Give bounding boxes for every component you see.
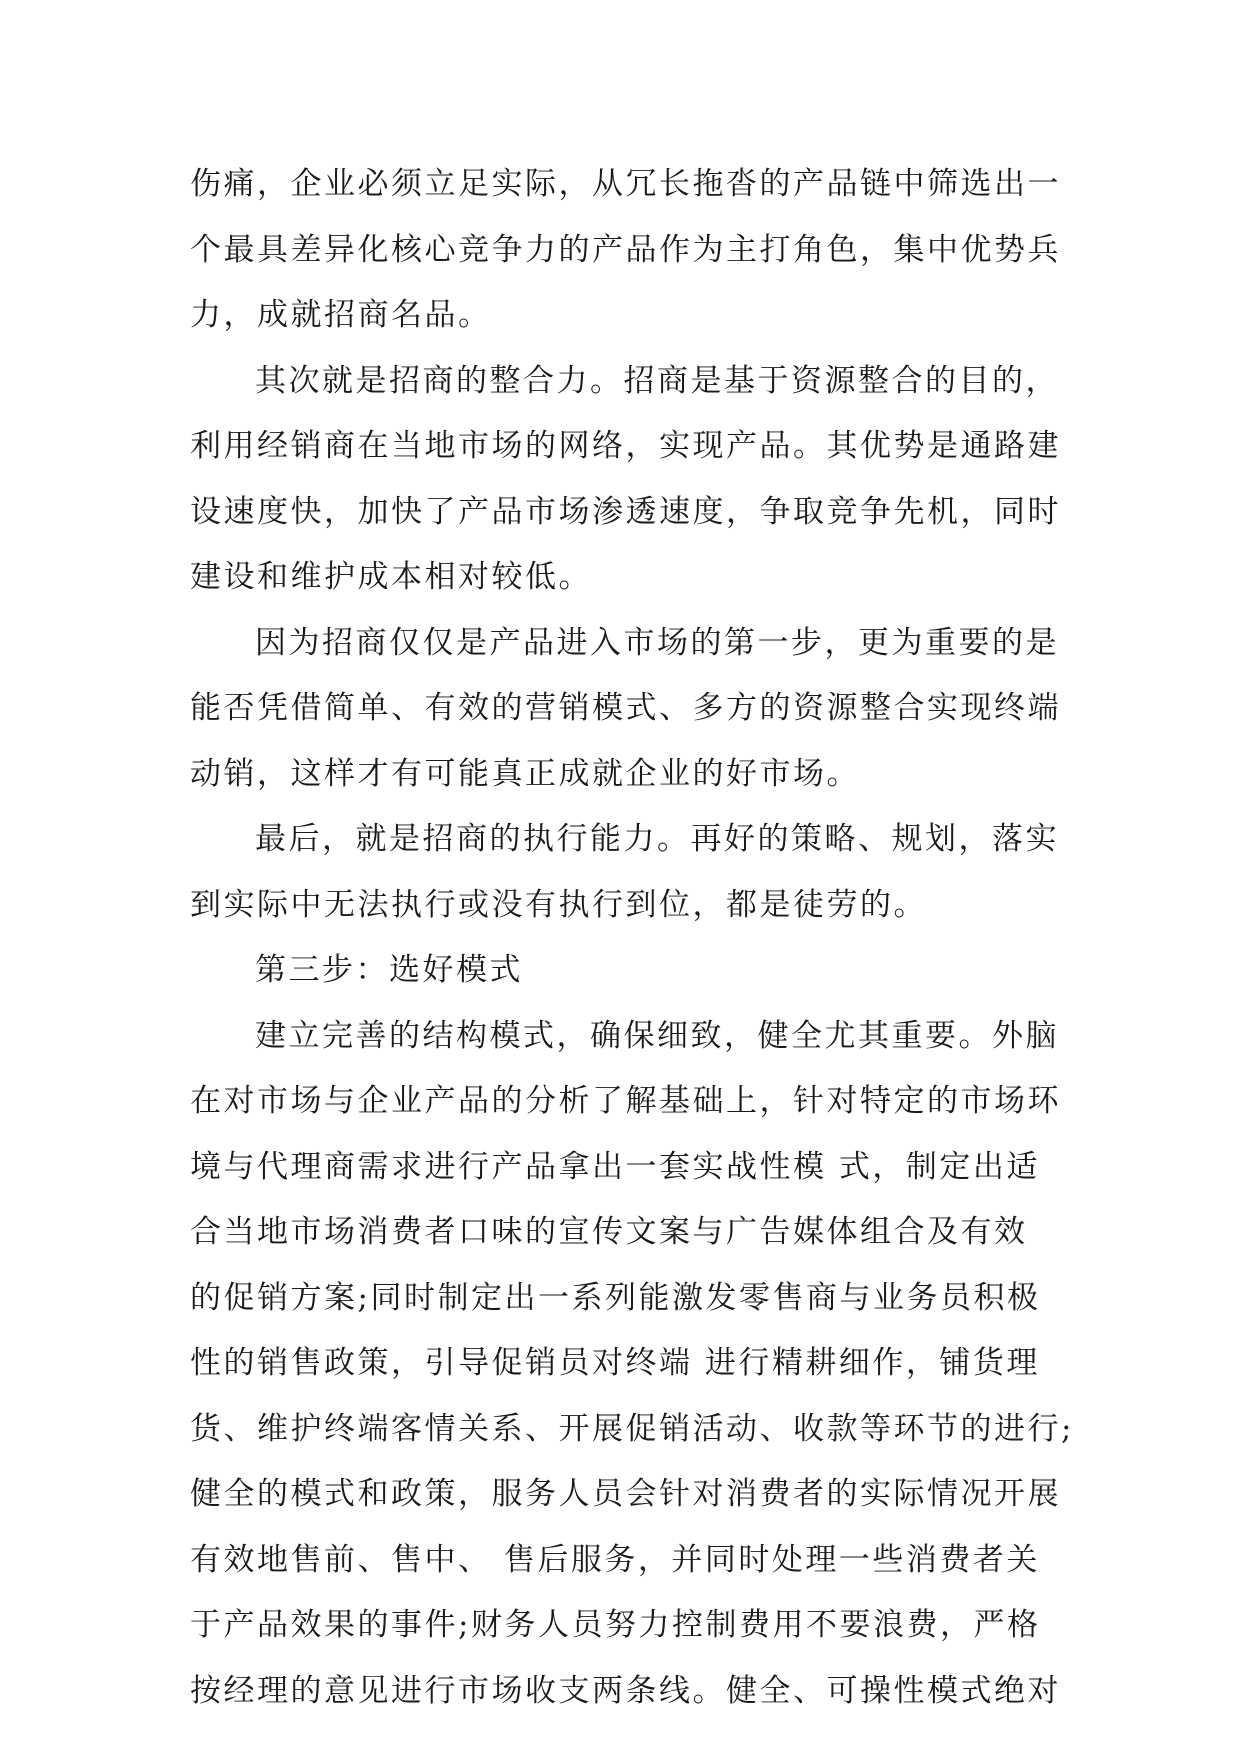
text-line: 其次就是招商的整合力。招商是基于资源整合的目的，: [255, 362, 1059, 399]
body-text: [190, 152, 1074, 1724]
text-line: 于产品效果的事件;财务人员努力控制费用不要浪费，严格: [190, 1607, 1041, 1643]
text-line: 货、维护终端客情关系、开展促销活动、收款等环节的进行;: [190, 1410, 1074, 1447]
text-line: 建设和维护成本相对较低。: [190, 559, 592, 595]
text-line: 建立完善的结构模式，确保细致，健全尤其重要。外脑: [255, 1017, 1059, 1054]
text-line: 最后，就是招商的执行能力。再好的策略、规划，落实: [255, 821, 1059, 857]
text-line: 按经理的意见进行市场收支两条线。健全、可操性模式绝对: [190, 1672, 1061, 1709]
text-line: 能否凭借简单、有效的营销模式、多方的资源整合实现终端: [190, 690, 1061, 726]
text-line: 动销，这样才有可能真正成就企业的好市场。: [190, 755, 860, 792]
text-line: 在对市场与企业产品的分析了解基础上，针对特定的市场环: [190, 1083, 1061, 1119]
text-line: 健全的模式和政策，服务人员会针对消费者的实际情况开展: [190, 1476, 1061, 1512]
text-line: 力，成就招商名品。: [190, 297, 492, 333]
text-line: 因为招商仅仅是产品进入市场的第一步，更为重要的是: [255, 624, 1059, 661]
text-line: 有效地售前、售中、 售后服务，并同时处理一些消费者关: [190, 1541, 1040, 1578]
text-line: 境与代理商需求进行产品拿出一套实战性模 式，制定出适: [190, 1148, 1040, 1185]
text-line: 个最具差异化核心竞争力的产品作为主打角色，集中优势兵: [190, 231, 1061, 268]
text-line: 利用经销商在当地市场的网络，实现产品。其优势是通路建: [190, 428, 1061, 464]
text-line: 的促销方案;同时制定出一系列能激发零售商与业务员积极: [190, 1279, 1041, 1316]
text-line: 合当地市场消费者口味的宣传文案与广告媒体组合及有效: [190, 1214, 1028, 1250]
text-line: 第三步：选好模式: [255, 952, 523, 988]
text-line: 设速度快，加快了产品市场渗透速度，争取竞争先机，同时: [190, 493, 1061, 530]
text-line: 伤痛，企业必须立足实际，从冗长拖沓的产品链中筛选出一: [190, 166, 1061, 202]
text-line: 到实际中无法执行或没有执行到位，都是徒劳的。: [190, 886, 927, 923]
text-line: 性的销售政策，引导促销员对终端 进行精耕细作，铺货理: [190, 1345, 1040, 1381]
